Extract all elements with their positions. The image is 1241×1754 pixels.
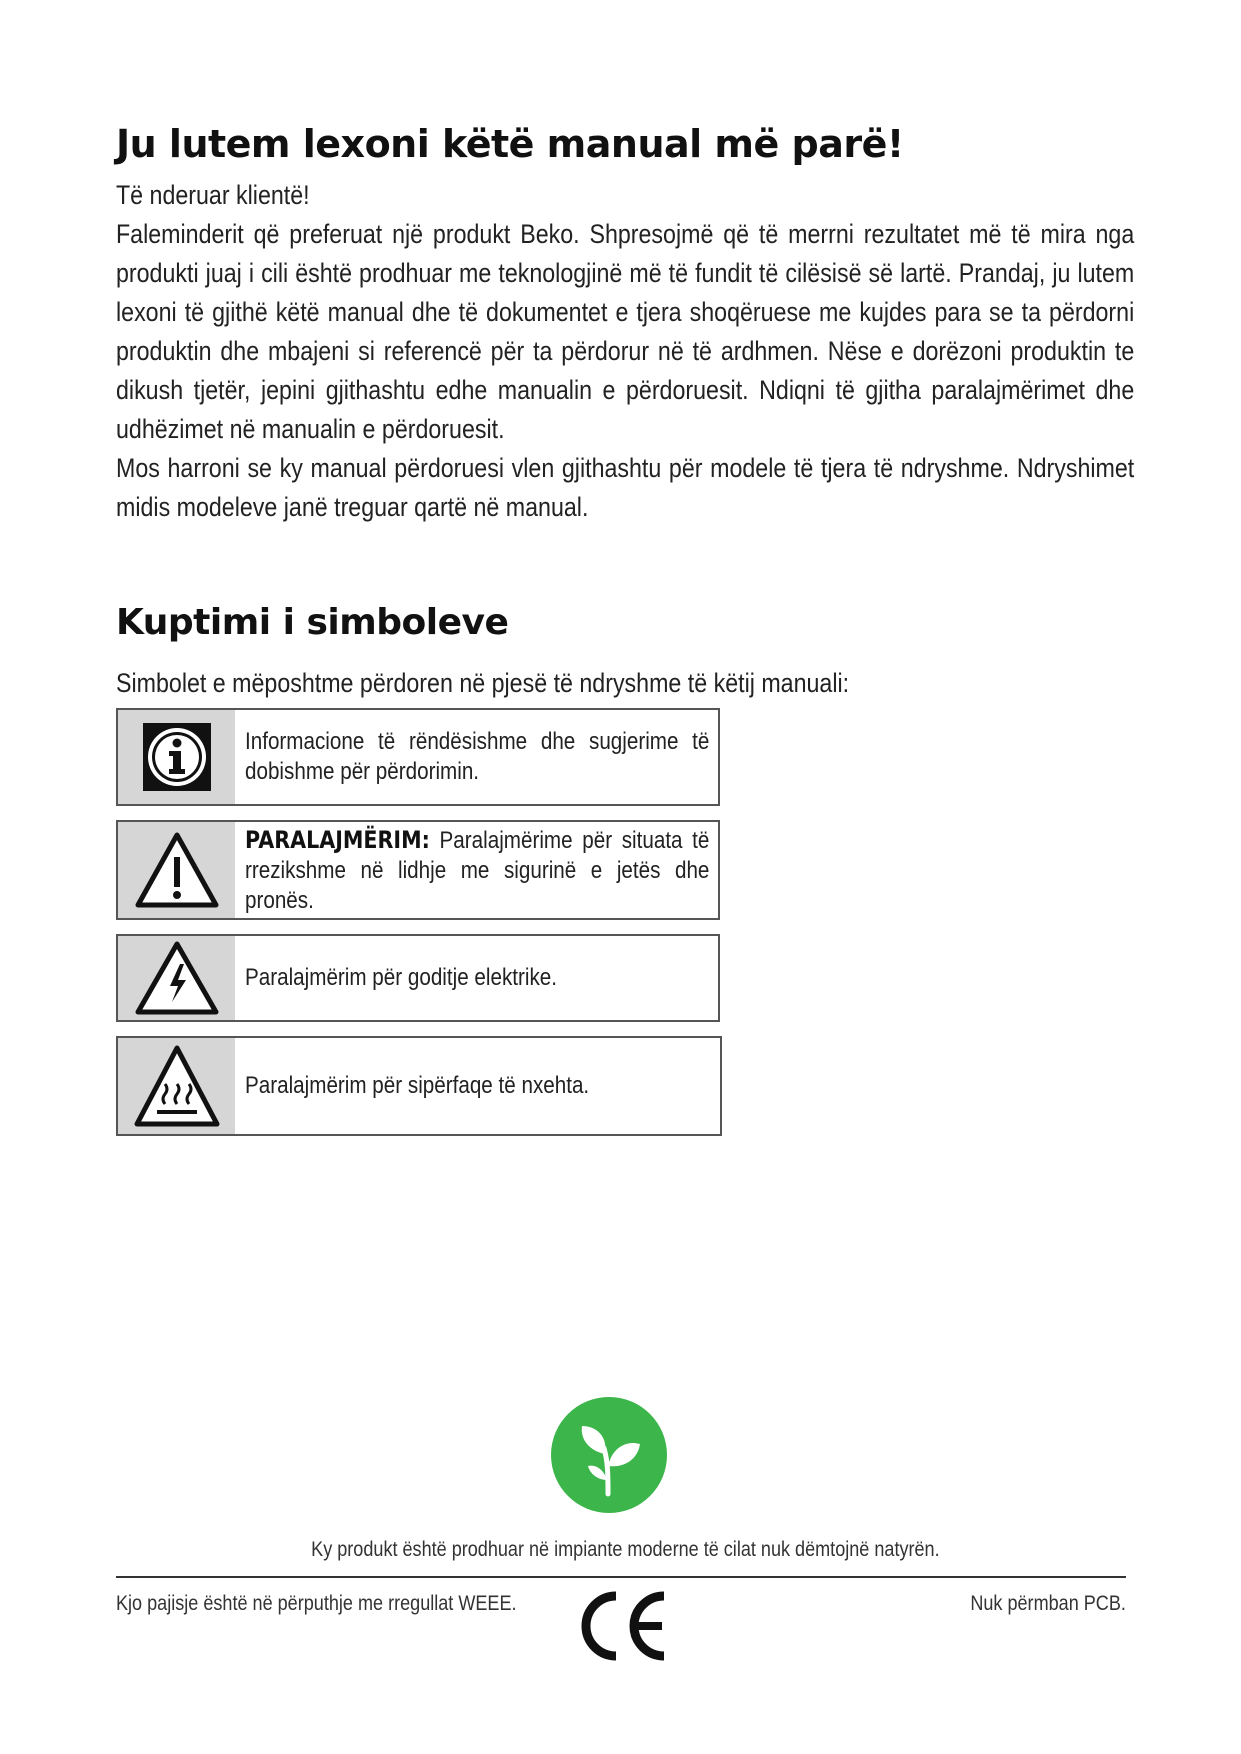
warning-description: [245, 825, 709, 916]
info-description: Informacione të rëndësishme dhe sugjerime të dobishme për përdorimin.: [245, 728, 710, 785]
footer-divider: [116, 1576, 1126, 1578]
hot-surface-icon: [118, 1038, 235, 1134]
eco-caption: [116, 1538, 1134, 1562]
info-icon: [118, 710, 235, 804]
manual-page: [116, 118, 1135, 1615]
symbols-section-intro: [116, 664, 1134, 703]
symbol-text-warning: [235, 822, 791, 918]
intro-paragraph-1: Faleminderit që preferuat një produkt Beko. Shpresojmë që të merrni rezultatet më të mira nga produkti juaj i cili është prodhuar me teknologjinë më të fundit të cilësisë së lartë. Prandaj, ju lutem lexoni të gjithë këtë manual dhe të dokumentet e tjera shoqëruese me kujdes para se ta përdorni produktin dhe mbajeni si referencë për ta përdorur në të ardhmen. Nëse e dorëzoni produktin te dikush tjetër, jepini gjithashtu edhe manualin e përdoruesit. Ndiqni të gjitha paralajmërimet dhe udhëzimet në manualin e përdoruesit.: [116, 219, 1135, 444]
pcb-text: Nuk përmban PCB.: [970, 1592, 1126, 1615]
greeting: Të nderuar klientë!: [116, 180, 310, 210]
weee-text: Kjo pajisje është në përputhje me rregullat WEEE.: [116, 1592, 517, 1615]
symbol-box-electric: [116, 934, 720, 1022]
ce-mark-icon: [572, 1588, 672, 1664]
symbol-box-hot-surface: [116, 1036, 722, 1136]
electric-description: Paralajmërim për goditje elektrike.: [245, 964, 558, 991]
page-title: Ju lutem lexoni këtë manual më parë!: [116, 122, 904, 166]
intro-text: [116, 176, 1134, 527]
intro-paragraph-2: Mos harroni se ky manual përdoruesi vlen gjithashtu për modele të tjera të ndryshme. Ndryshimet midis modeleve janë treguar qartë në manual.: [116, 453, 1135, 522]
warning-label: PARALAJMËRIM:: [245, 825, 430, 854]
eco-caption-text: Ky produkt është prodhuar në impiante moderne të cilat nuk dëmtojnë natyrën.: [310, 1538, 940, 1561]
symbols-intro-text: Simbolet e mëposhtme përdoren në pjesë të ndryshme të këtij manuali:: [116, 668, 850, 698]
leaf-icon: [550, 1396, 668, 1514]
symbol-text-info: [235, 710, 791, 804]
warning-icon: [118, 822, 235, 918]
symbol-text-electric: [235, 936, 791, 1020]
warning-text: Paralajmërime për situata të rrezikshme në lidhje me sigurinë e jetës dhe pronës.: [245, 826, 710, 914]
symbol-box-info: [116, 708, 720, 806]
symbol-text-hot: [235, 1038, 791, 1134]
hot-surface-description: Paralajmërim për sipërfaqe të nxehta.: [245, 1072, 590, 1099]
symbols-section-title: Kuptimi i simboleve: [116, 602, 509, 643]
symbol-box-warning: [116, 820, 720, 920]
electric-shock-icon: [118, 936, 235, 1020]
